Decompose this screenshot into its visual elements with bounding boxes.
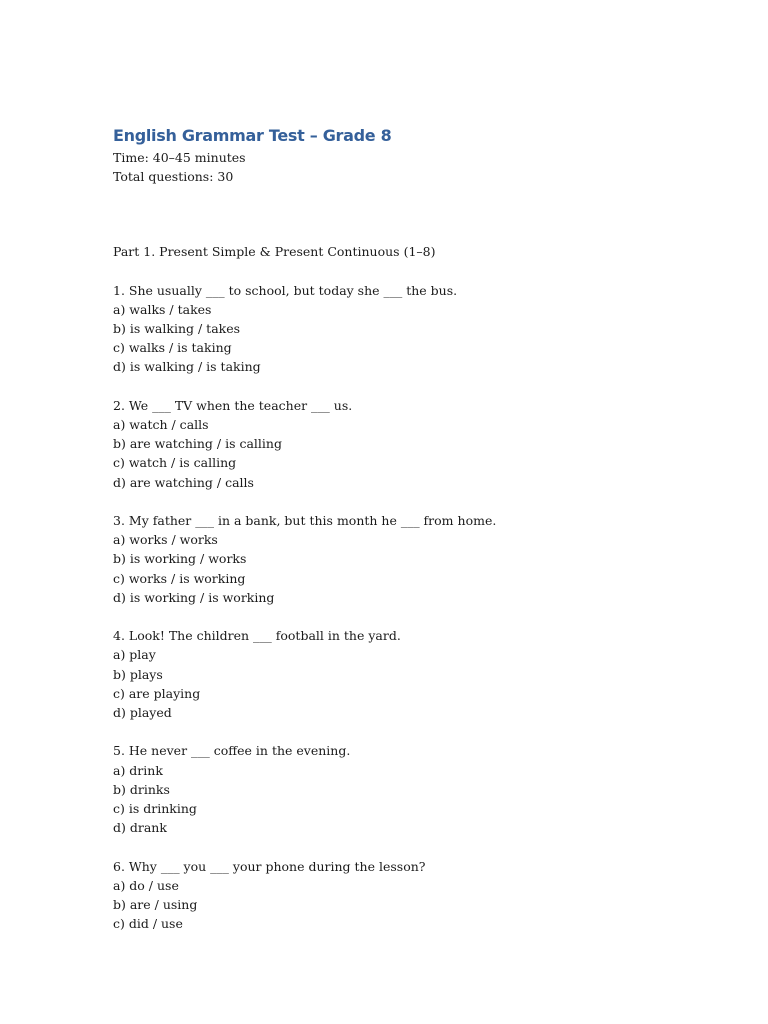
question-stem: 3. My father ___ in a bank, but this month he ___ from home. [113, 513, 497, 529]
answer-option: d) is working / is working [113, 589, 275, 605]
page-title: English Grammar Test – Grade 8 [113, 126, 392, 145]
question-6 [113, 857, 713, 934]
question-1 [113, 281, 713, 377]
answer-option: b) are / using [113, 897, 198, 913]
answer-option: d) drank [113, 820, 167, 836]
time-info: Time: 40–45 minutes [113, 150, 246, 165]
answer-option: b) are watching / is calling [113, 436, 282, 452]
answer-option: a) drink [113, 762, 163, 778]
total-questions-info: Total questions: 30 [113, 169, 234, 185]
question-stem: 2. We ___ TV when the teacher ___ us. [113, 397, 353, 413]
part-heading: Part 1. Present Simple & Present Continuous (1–8) [113, 244, 436, 260]
answer-option: c) walks / is taking [113, 340, 232, 356]
answer-option: b) drinks [113, 781, 170, 797]
answer-option: b) is working / works [113, 551, 247, 567]
answer-option: a) watch / calls [113, 417, 209, 433]
answer-option: b) plays [113, 666, 163, 682]
question-3 [113, 511, 713, 607]
answer-option: a) do / use [113, 877, 179, 893]
question-list [113, 281, 713, 934]
question-2 [113, 396, 713, 492]
answer-option: a) works / works [113, 532, 218, 548]
answer-option: a) walks / takes [113, 301, 212, 317]
document-content [113, 124, 713, 953]
question-stem: 6. Why ___ you ___ your phone during the lesson? [113, 858, 426, 874]
question-stem: 1. She usually ___ to school, but today she ___ the bus. [113, 282, 458, 298]
answer-option: b) is walking / takes [113, 321, 241, 337]
answer-option: d) are watching / calls [113, 474, 254, 490]
question-stem: 5. He never ___ coffee in the evening. [113, 743, 351, 759]
question-stem: 4. Look! The children ___ football in the yard. [113, 628, 401, 644]
answer-option: c) works / is working [113, 570, 246, 586]
answer-option: c) did / use [113, 916, 183, 932]
test-info [113, 148, 713, 186]
answer-option: a) play [113, 647, 156, 663]
answer-option: c) are playing [113, 685, 201, 701]
answer-option: d) played [113, 705, 172, 721]
answer-option: c) watch / is calling [113, 455, 237, 471]
question-4 [113, 626, 713, 722]
answer-option: d) is walking / is taking [113, 359, 261, 375]
question-5 [113, 741, 713, 837]
answer-option: c) is drinking [113, 801, 197, 817]
